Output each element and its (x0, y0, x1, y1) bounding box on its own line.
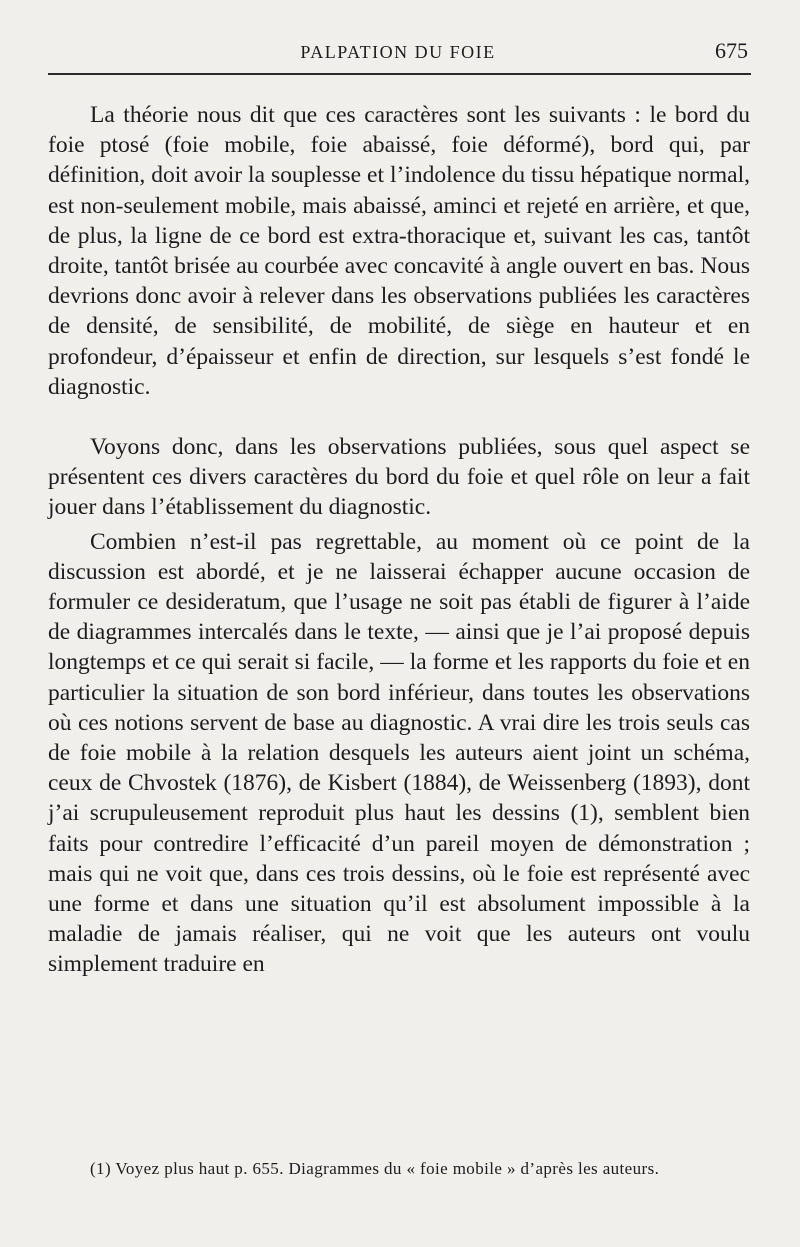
page-number: 675 (715, 38, 748, 63)
running-head (48, 38, 748, 68)
running-title: PALPATION DU FOIE (300, 42, 496, 62)
body-text (48, 100, 750, 980)
paragraph: Combien n’est-il pas regrettable, au moment où ce point de la discussion est abordé, et je ne laisserai échapper aucune occasion de formuler ce desideratum, que l’usage ne soit pas établi de figurer à l’aide de diagrammes intercalés dans le texte, — ainsi que je l’ai proposé depuis longtemps et ce qui serait si facile, — la forme et les rapports du foie et en particulier la situation de son bord inférieur, dans toutes les observations où ces notions servent de base au diagnostic. A vrai dire les trois seuls cas de foie mobile à la relation desquels les auteurs aient joint un schéma, ceux de Chvostek (1876), de Kisbert (1884), de Weissenberg (1893), dont j’ai scrupuleusement reproduit plus haut les dessins (1), semblent bien faits pour contredire l’efficacité d’un pareil moyen de démonstration ; mais qui ne voit que, dans ces trois dessins, où le foie est représenté avec une forme et dans une situation qu’il est absolument impossible à la maladie de jamais réaliser, qui ne voit que les auteurs ont voulu simplement traduire en (48, 528, 750, 978)
paragraph: Voyons donc, dans les observations publiées, sous quel aspect se présentent ces divers caractères du bord du foie et quel rôle on leur a fait jouer dans l’établissement du diagnostic. (48, 434, 750, 521)
footnote: (1) Voyez plus haut p. 655. Diagrammes du « foie mobile » d’après les auteurs. (90, 1159, 660, 1178)
header-rule (48, 73, 751, 75)
paragraph: La théorie nous dit que ces caractères sont les suivants : le bord du foie ptosé (foie mobile, foie abaissé, foie déformé), bord qui, par définition, doit avoir la souplesse et l’indolence du tissu hépatique normal, est non-seulement mobile, mais abaissé, aminci et rejeté en arrière, et que, de plus, la ligne de ce bord est extra-thoracique et, suivant les cas, tantôt droite, tantôt brisée au courbée avec concavité à angle ouvert en bas. Nous devrions donc avoir à relever dans les observations publiées les caractères de densité, de sensibilité, de mobilité, de siège en hauteur et en profondeur, d’épaisseur et enfin de direction, sur lesquels s’est fondé le diagnostic. (48, 102, 750, 400)
